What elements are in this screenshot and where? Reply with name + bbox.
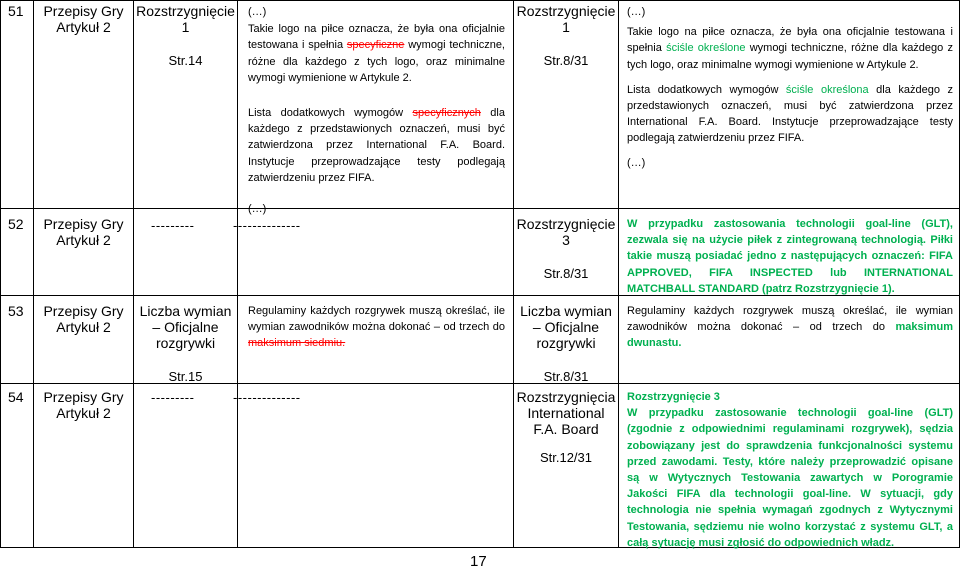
source-cell bbox=[34, 389, 133, 421]
ellipsis: (…) bbox=[248, 6, 267, 18]
text-run: wymogi techniczne, różne dla każdego z tych logo, oraz minimalne wymogi wymienione w Artykule 2. bbox=[627, 42, 953, 71]
text-run: Takie logo na piłce oznacza, że była ona oficjalnie testowana i spełnia bbox=[248, 23, 505, 52]
source-article: Artykuł 2 bbox=[56, 19, 111, 35]
ref-line: Rozstrzygnięcie bbox=[136, 3, 235, 19]
page-ref: Str.8/31 bbox=[543, 266, 589, 281]
old-text bbox=[248, 303, 505, 352]
col-divider bbox=[618, 0, 619, 548]
ref-line: 1 bbox=[181, 19, 190, 35]
col-divider bbox=[237, 0, 238, 548]
added-text: ściśle określona bbox=[785, 83, 869, 96]
col-divider bbox=[133, 0, 134, 548]
ref-line: Liczba wymian bbox=[139, 303, 232, 319]
row-number: 51 bbox=[8, 3, 24, 19]
col-divider bbox=[33, 0, 34, 548]
new-text bbox=[627, 4, 953, 171]
ellipsis: (…) bbox=[248, 203, 267, 216]
text-run: Lista dodatkowych wymogów bbox=[248, 107, 413, 120]
source-article: Artykuł 2 bbox=[56, 232, 111, 248]
ref-line: Rozstrzygnięcie bbox=[516, 3, 616, 19]
source-title: Przepisy Gry bbox=[43, 3, 124, 19]
ref-line: Rozstrzygnięcie bbox=[516, 216, 616, 232]
row-number: 54 bbox=[8, 389, 24, 405]
text-run: Regulaminy każdych rozgrywek muszą określać, ile wymian zawodników można dokonać – od trzech do bbox=[248, 305, 505, 334]
new-reference bbox=[514, 389, 618, 466]
source-article: Artykuł 2 bbox=[56, 319, 111, 335]
text-run: Regulaminy każdych rozgrywek muszą określać, ile wymian zawodników można dokonać – od trzech do bbox=[627, 305, 953, 334]
ref-line: 3 bbox=[562, 232, 570, 248]
row-number: 52 bbox=[8, 216, 24, 232]
old-reference bbox=[134, 303, 237, 351]
text-run: Lista dodatkowych wymogów bbox=[627, 83, 786, 96]
ref-line: Liczba wymian bbox=[520, 303, 612, 319]
new-reference bbox=[514, 303, 618, 351]
deleted-text: specyficzne bbox=[346, 39, 405, 52]
source-title: Przepisy Gry bbox=[43, 303, 124, 319]
new-text bbox=[627, 303, 953, 352]
new-reference bbox=[514, 3, 618, 69]
empty-marker: -------------- bbox=[233, 390, 301, 405]
ellipsis: (…) bbox=[627, 156, 646, 169]
text-run: dla każdego z przedstawionych oznaczeń, musi być zatwierdzona przez International F.A. Board. Instytucje przeprowadzające testy podlegają zatwierdzeniu przez FIFA. bbox=[627, 83, 953, 145]
text-run: Takie logo na piłce oznacza, że była ona oficjalnie testowana i spełnia bbox=[627, 26, 953, 55]
empty-marker: -------------- bbox=[233, 218, 301, 233]
row-number: 53 bbox=[8, 303, 24, 319]
page-ref: Str.8/31 bbox=[543, 53, 589, 68]
source-title: Przepisy Gry bbox=[43, 389, 124, 405]
ref-line: – Oficjalne bbox=[532, 319, 600, 335]
source-cell bbox=[34, 303, 133, 335]
source-article: Artykuł 2 bbox=[56, 405, 111, 421]
page-ref: Str.8/31 bbox=[543, 369, 589, 384]
ref-line: F.A. Board bbox=[533, 421, 599, 437]
page-number: 17 bbox=[470, 553, 487, 570]
source-cell bbox=[34, 216, 133, 248]
added-text: ściśle określone bbox=[666, 42, 746, 55]
page-ref: Str.14 bbox=[168, 53, 203, 68]
new-reference bbox=[514, 216, 618, 282]
text-run: dla każdego z przedstawionych oznaczeń, musi być zatwierdzona przez International F.A. Board. Instytucje przeprowadzające testy podlegają zatwierdzeniu przez FIFA. bbox=[248, 107, 505, 184]
new-text: W przypadku zastosowania technologii goal-line (GLT), zezwala się na użycie piłek z zintegrowaną technologią. Piłki takie muszą posiadać jedno z następujących oznaczeń: FIFA APPROVED, FIFA INSPECTED lub INTERNATIONAL MATCHBALL STANDARD (patrz Rozstrzygnięcie 1). bbox=[627, 218, 953, 295]
ref-line: International bbox=[527, 405, 605, 421]
ref-line: Rozstrzygnięcia bbox=[516, 389, 616, 405]
page-ref: Str.12/31 bbox=[539, 450, 593, 465]
old-text bbox=[248, 4, 505, 217]
deleted-text: maksimum siedmiu. bbox=[248, 337, 346, 350]
page-ref: Str.15 bbox=[168, 369, 203, 384]
col-divider bbox=[0, 0, 1, 548]
text-run: wymogi techniczne, różne dla każdego z tych logo, oraz minimalne wymogi wymienione w Artykule 2. bbox=[248, 39, 505, 84]
table-top-border bbox=[0, 0, 960, 1]
old-reference bbox=[134, 3, 237, 69]
ellipsis: (…) bbox=[627, 6, 646, 18]
ref-line: rozgrywki bbox=[155, 335, 216, 351]
empty-marker: --------- bbox=[151, 218, 195, 233]
ref-line: rozgrywki bbox=[536, 335, 596, 351]
added-text: maksimum dwunastu. bbox=[627, 321, 953, 350]
ref-line: 1 bbox=[562, 19, 570, 35]
source-title: Przepisy Gry bbox=[43, 216, 124, 232]
source-cell bbox=[34, 3, 133, 35]
new-text: Rozstrzygnięcie 3 W przypadku zastosowanie technologii goal-line (GLT) (zgodnie z odpowiednimi regulaminami rozgrywek), sędzia zobowiązany jest do sprawdzenia funkcjonalności systemu przed zawodami. Testy, które należy przeprowadzić opisane są w Wytycznych Testowania zawartych w Porogramie Jakości FIFA dla technologii goal-line. W sytuacji, gdy technologia nie spełnia wymagań zgodnych z Wytycznymi Testowania, sędziemu nie wolno korzystać z systemu GLT, a całą sytuację musi zgłosić do odpowiednich władz. bbox=[627, 391, 953, 549]
empty-marker: --------- bbox=[151, 390, 195, 405]
deleted-text: specyficznych bbox=[412, 107, 481, 120]
ref-line: – Oficjalne bbox=[152, 319, 219, 335]
